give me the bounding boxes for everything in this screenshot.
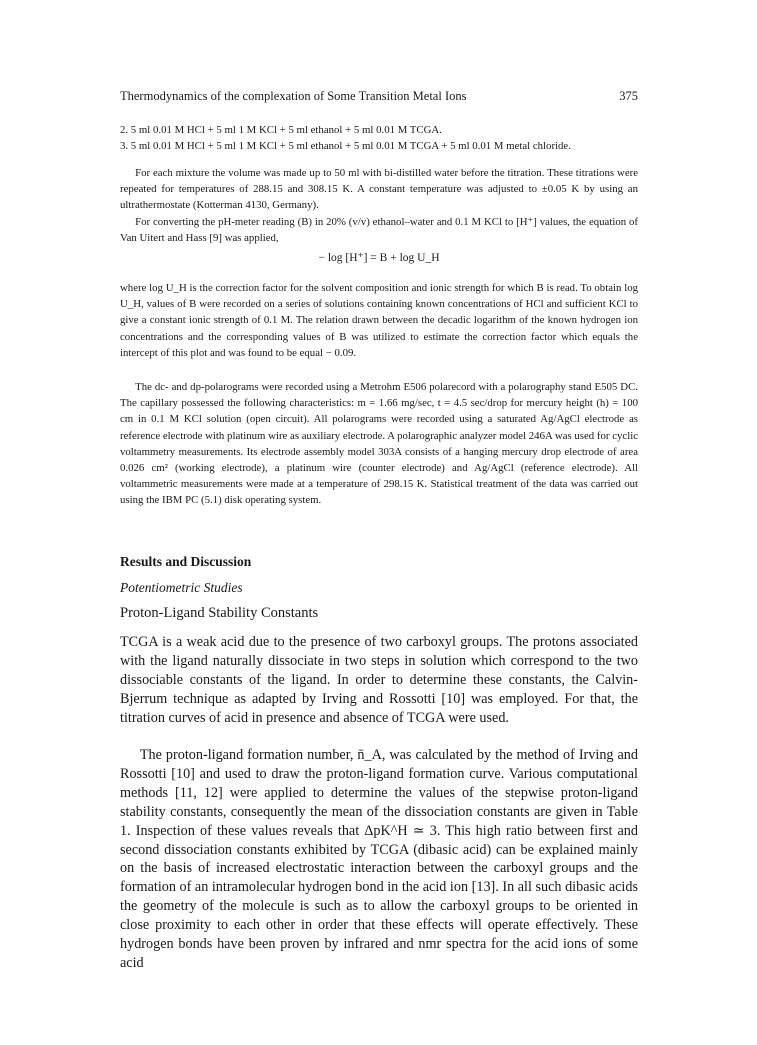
- correction-block: [120, 280, 638, 361]
- methods-block: [120, 165, 638, 270]
- running-head-title: Thermodynamics of the complexation of Some Transition Metal Ions: [120, 89, 467, 103]
- mixture-list: [120, 122, 638, 154]
- equation-log-h: − log [H⁺] = B + log U_H: [318, 252, 440, 265]
- results-paragraph-2-block: [120, 746, 638, 973]
- paragraph-tcga-weak-acid: TCGA is a weak acid due to the presence of two carboxyl groups. The protons associated with the ligand naturally dissociate in two steps in solution which correspond to the two dissociable constants of the ligand. In order to determine these constants, the Calvin-Bjerrum technique as adapted by Irving and Rossotti [10] was employed. For that, the titration curves of acid in presence and absence of TCGA were used.: [120, 634, 638, 726]
- paragraph-correction-factor: where log U_H is the correction factor for the solvent composition and ionic strength for which B is read. To obtain log U_H, values of B were recorded on a series of solutions containing known concentrations of HCl and sufficient KCl to give a constant ionic strength of 0.1 M. The relation drawn between the decadic logarithm of the known hydrogen ion concentrations and the corresponding values of B was utilized to estimate the correction factor which equals the intercept of this plot and was found to be equal − 0.09.: [120, 282, 638, 359]
- paragraph-ph-conversion: For converting the pH-meter reading (B) in 20% (v/v) ethanol–water and 0.1 M KCl to [H⁺] values, the equation of Van Uitert and Hass [9] was applied,: [120, 215, 638, 244]
- page-number: 375: [619, 89, 638, 103]
- paragraph-formation-number: The proton-ligand formation number, n̄_A, was calculated by the method of Irving and Rossotti [10] and used to draw the proton-ligand formation curve. Various computational methods [11, 12] were applied to determine the values of the stepwise proton-ligand stability constants, consequently the mean of the dissociation constants are given in Table 1. Inspection of these values reveals that ΔpK^H ≃ 3. This high ratio between first and second dissociation constants exhibited by TCGA (dibasic acid) can be explained mainly on the basis of increased electrostatic interaction between the carboxyl groups and the formation of an intramolecular hydrogen bond in the acid ion [13]. In all such dibasic acids the geometry of the molecule is such as to allow the carboxyl groups to be oriented in close proximity to each other in order that these effects will operate effectively. These hydrogen bonds have been proven by infrared and nmr spectra for the acid ions of some acid: [120, 747, 638, 971]
- mixture-item-2: 2. 5 ml 0.01 M HCl + 5 ml 1 M KCl + 5 ml ethanol + 5 ml 0.01 M TCGA.: [120, 124, 442, 136]
- paragraph-volume: For each mixture the volume was made up to 50 ml with bi-distilled water before the titration. These titrations were repeated for temperatures of 288.15 and 308.15 K. A constant temperature was adjusted to ±0.05 K by using an ultrathermostate (Kotterman 4130, Germany).: [120, 167, 638, 212]
- subsubsection-heading-proton-ligand: Proton-Ligand Stability Constants: [120, 605, 319, 621]
- section-heading-results: Results and Discussion: [120, 554, 252, 569]
- mixture-item-3: 3. 5 ml 0.01 M HCl + 5 ml 1 M KCl + 5 ml ethanol + 5 ml 0.01 M TCGA + 5 ml 0.01 M metal chloride.: [120, 140, 571, 153]
- paragraph-polarograms: The dc- and dp-polarograms were recorded using a Metrohm E506 polarecord with a polarography stand E505 DC. The capillary possessed the following characteristics: m = 1.66 mg/sec, t = 4.5 sec/drop for mercury height (h) = 100 cm in 0.1 M KCl solution (open circuit). All polarograms were recorded using a saturated Ag/AgCl electrode as reference electrode with platinum wire as auxiliary electrode. A polarographic analyzer model 246A was used for cyclic voltammetry measurements. Its electrode assembly model 303A consists of a hanging mercury drop electrode of area 0.026 cm² (working electrode), a platinum wire (counter electrode) and Ag/AgCl (reference electrode). All voltammetric measurements were made at a temperature of 298.15 K. Statistical treatment of the data was carried out using the IBM PC (5.1) disk operating system.: [120, 381, 638, 507]
- results-paragraph-1-block: [120, 633, 638, 728]
- running-head: [120, 88, 638, 104]
- subsection-heading-potentiometric: Potentiometric Studies: [120, 580, 243, 595]
- polarography-block: [120, 379, 638, 509]
